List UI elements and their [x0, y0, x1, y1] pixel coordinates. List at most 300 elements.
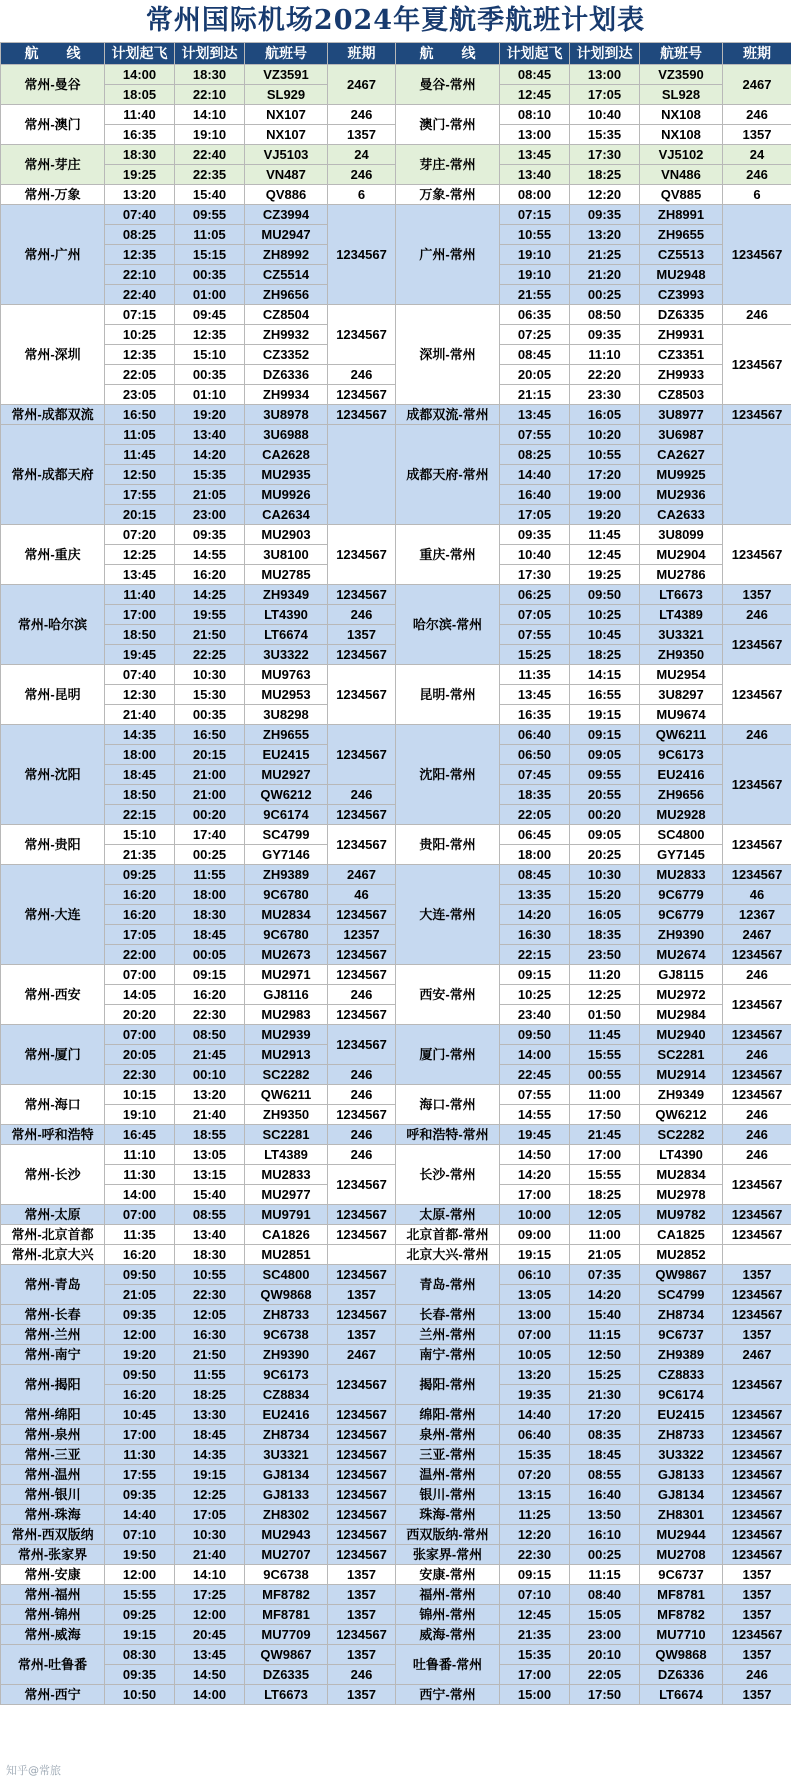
- flight-number: 3U8297: [640, 685, 723, 705]
- planned-departure-time: 08:10: [500, 105, 570, 125]
- planned-departure-time: 08:25: [500, 445, 570, 465]
- planned-departure-time: 14:00: [105, 65, 175, 85]
- planned-departure-time: 07:40: [105, 665, 175, 685]
- planned-departure-time: 09:35: [500, 525, 570, 545]
- route-name: 常州-长沙: [1, 1145, 105, 1205]
- planned-departure-time: 09:50: [500, 1025, 570, 1045]
- planned-departure-time: 06:35: [500, 305, 570, 325]
- planned-arrival-time: 00:35: [175, 705, 245, 725]
- planned-departure-time: 10:25: [500, 985, 570, 1005]
- flight-number: CA2628: [245, 445, 328, 465]
- flight-number: CZ8833: [640, 1365, 723, 1385]
- schedule-days: 2467: [328, 1345, 396, 1365]
- flight-number: NX108: [640, 105, 723, 125]
- schedule-days: 1234567: [328, 1525, 396, 1545]
- planned-arrival-time: 14:10: [175, 105, 245, 125]
- flight-number: 9C6779: [640, 905, 723, 925]
- planned-departure-time: 17:55: [105, 1465, 175, 1485]
- flight-number: MU2785: [245, 565, 328, 585]
- schedule-days: 246: [328, 985, 396, 1005]
- flight-number: 3U8100: [245, 545, 328, 565]
- planned-arrival-time: 17:20: [570, 465, 640, 485]
- flight-number: LT6673: [245, 1685, 328, 1705]
- route-name: 海口-常州: [396, 1085, 500, 1125]
- schedule-days: 246: [328, 1125, 396, 1145]
- flight-number: MU9782: [640, 1205, 723, 1225]
- planned-departure-time: 22:10: [105, 265, 175, 285]
- flight-number: GJ8133: [640, 1465, 723, 1485]
- planned-arrival-time: 15:20: [570, 885, 640, 905]
- planned-arrival-time: 23:50: [570, 945, 640, 965]
- planned-arrival-time: 00:10: [175, 1065, 245, 1085]
- planned-departure-time: 18:35: [500, 785, 570, 805]
- planned-arrival-time: 11:55: [175, 865, 245, 885]
- schedule-days: 1357: [328, 1585, 396, 1605]
- flight-number: MU2928: [640, 805, 723, 825]
- flight-number: VN487: [245, 165, 328, 185]
- planned-departure-time: 11:05: [105, 425, 175, 445]
- planned-arrival-time: 08:55: [175, 1205, 245, 1225]
- flight-number: MU2927: [245, 765, 328, 785]
- planned-arrival-time: 00:25: [570, 1545, 640, 1565]
- planned-departure-time: 18:45: [105, 765, 175, 785]
- planned-departure-time: 18:00: [105, 745, 175, 765]
- planned-arrival-time: 15:10: [175, 345, 245, 365]
- schedule-days: 1234567: [328, 1425, 396, 1445]
- route-name: 常州-福州: [1, 1585, 105, 1605]
- schedule-days: 246: [723, 1125, 791, 1145]
- flight-number: MU2708: [640, 1545, 723, 1565]
- flight-row: [1, 1025, 791, 1045]
- route-name: 曼谷-常州: [396, 65, 500, 105]
- flight-number: MU2983: [245, 1005, 328, 1025]
- planned-arrival-time: 16:30: [175, 1325, 245, 1345]
- planned-arrival-time: 13:15: [175, 1165, 245, 1185]
- schedule-days: 1357: [328, 1605, 396, 1625]
- route-name: 青岛-常州: [396, 1265, 500, 1305]
- planned-departure-time: 07:00: [500, 1325, 570, 1345]
- flight-number: SC4799: [245, 825, 328, 845]
- planned-departure-time: 17:00: [105, 1425, 175, 1445]
- route-name: 常州-长春: [1, 1305, 105, 1325]
- schedule-days: [723, 1245, 791, 1265]
- planned-arrival-time: 10:25: [570, 605, 640, 625]
- planned-departure-time: 19:20: [105, 1345, 175, 1365]
- planned-arrival-time: 14:50: [175, 1665, 245, 1685]
- planned-departure-time: 13:45: [500, 145, 570, 165]
- planned-departure-time: 10:45: [105, 1405, 175, 1425]
- header-departure-planned-departure: 计划起飞: [105, 43, 175, 65]
- flight-number: CZ8504: [245, 305, 328, 325]
- schedule-days: [723, 425, 791, 525]
- flight-number: CZ5514: [245, 265, 328, 285]
- flight-number: QV885: [640, 185, 723, 205]
- planned-arrival-time: 23:00: [570, 1625, 640, 1645]
- planned-arrival-time: 13:05: [175, 1145, 245, 1165]
- schedule-days: 1357: [723, 125, 791, 145]
- planned-arrival-time: 13:40: [175, 425, 245, 445]
- flight-number: GY7146: [245, 845, 328, 865]
- schedule-days: 1234567: [328, 1025, 396, 1065]
- planned-arrival-time: 19:55: [175, 605, 245, 625]
- planned-arrival-time: 11:55: [175, 1365, 245, 1385]
- flight-row: [1, 305, 791, 325]
- flight-number: MF8781: [640, 1585, 723, 1605]
- route-name: 太原-常州: [396, 1205, 500, 1225]
- flight-number: MF8781: [245, 1605, 328, 1625]
- planned-departure-time: 22:15: [105, 805, 175, 825]
- planned-arrival-time: 13:50: [570, 1505, 640, 1525]
- route-name: 厦门-常州: [396, 1025, 500, 1085]
- schedule-days: 1234567: [328, 805, 396, 825]
- flight-number: 3U6988: [245, 425, 328, 445]
- route-name: 长沙-常州: [396, 1145, 500, 1205]
- route-name: 西双版纳-常州: [396, 1525, 500, 1545]
- schedule-days: 1357: [723, 1685, 791, 1705]
- planned-arrival-time: 12:20: [570, 185, 640, 205]
- flight-number: EU2415: [245, 745, 328, 765]
- flight-number: 9C6780: [245, 925, 328, 945]
- route-name: 常州-西双版纳: [1, 1525, 105, 1545]
- flight-number: ZH9389: [640, 1345, 723, 1365]
- flight-number: MU2834: [640, 1165, 723, 1185]
- route-name: 常州-广州: [1, 205, 105, 305]
- schedule-days: 246: [328, 1665, 396, 1685]
- flight-number: 9C6737: [640, 1565, 723, 1585]
- route-name: 常州-沈阳: [1, 725, 105, 825]
- planned-departure-time: 19:25: [105, 165, 175, 185]
- route-name: 常州-重庆: [1, 525, 105, 585]
- schedule-days: 1234567: [328, 305, 396, 365]
- planned-arrival-time: 23:00: [175, 505, 245, 525]
- schedule-days: [328, 425, 396, 525]
- header-departure-route: 航 线: [1, 43, 105, 65]
- flight-number: ZH9931: [640, 325, 723, 345]
- schedule-days: 1234567: [328, 1305, 396, 1325]
- flight-number: ZH9390: [640, 925, 723, 945]
- flight-number: MU2940: [640, 1025, 723, 1045]
- planned-departure-time: 19:15: [105, 1625, 175, 1645]
- schedule-days: 1234567: [723, 625, 791, 665]
- planned-arrival-time: 14:10: [175, 1565, 245, 1585]
- schedule-days: 1234567: [328, 205, 396, 305]
- route-name: 长春-常州: [396, 1305, 500, 1325]
- flight-number: MU2954: [640, 665, 723, 685]
- planned-arrival-time: 18:45: [175, 925, 245, 945]
- planned-arrival-time: 11:15: [570, 1565, 640, 1585]
- schedule-days: 1357: [723, 585, 791, 605]
- flight-row: [1, 185, 791, 205]
- planned-arrival-time: 17:05: [175, 1505, 245, 1525]
- route-name: 兰州-常州: [396, 1325, 500, 1345]
- schedule-days: 1357: [723, 1585, 791, 1605]
- planned-arrival-time: 00:35: [175, 265, 245, 285]
- planned-arrival-time: 21:05: [175, 485, 245, 505]
- planned-arrival-time: 08:55: [570, 1465, 640, 1485]
- planned-departure-time: 06:40: [500, 1425, 570, 1445]
- planned-arrival-time: 18:45: [175, 1425, 245, 1445]
- schedule-days: 1234567: [328, 1005, 396, 1025]
- flight-number: 9C6779: [640, 885, 723, 905]
- planned-arrival-time: 21:30: [570, 1385, 640, 1405]
- flight-number: 9C6738: [245, 1565, 328, 1585]
- planned-arrival-time: 00:20: [570, 805, 640, 825]
- flight-number: ZH8733: [640, 1425, 723, 1445]
- route-name: 吐鲁番-常州: [396, 1645, 500, 1685]
- planned-arrival-time: 01:00: [175, 285, 245, 305]
- route-name: 常州-揭阳: [1, 1365, 105, 1405]
- route-name: 贵阳-常州: [396, 825, 500, 865]
- planned-departure-time: 18:00: [500, 845, 570, 865]
- planned-arrival-time: 10:30: [570, 865, 640, 885]
- route-name: 常州-厦门: [1, 1025, 105, 1085]
- planned-departure-time: 13:20: [500, 1365, 570, 1385]
- planned-arrival-time: 10:30: [175, 665, 245, 685]
- schedule-days: 1357: [328, 625, 396, 645]
- flight-row: [1, 1505, 791, 1525]
- planned-departure-time: 18:30: [105, 145, 175, 165]
- planned-arrival-time: 01:10: [175, 385, 245, 405]
- flight-row: [1, 525, 791, 545]
- route-name: 常州-大连: [1, 865, 105, 965]
- schedule-days: 1234567: [328, 385, 396, 405]
- planned-arrival-time: 10:40: [570, 105, 640, 125]
- route-name: 常州-澳门: [1, 105, 105, 145]
- planned-departure-time: 08:45: [500, 865, 570, 885]
- planned-departure-time: 12:45: [500, 85, 570, 105]
- schedule-days: 1234567: [328, 1265, 396, 1285]
- schedule-days: 1234567: [723, 665, 791, 725]
- header-return-planned-arrival: 计划到达: [570, 43, 640, 65]
- planned-arrival-time: 09:35: [175, 525, 245, 545]
- flight-number: LT4390: [640, 1145, 723, 1165]
- planned-arrival-time: 21:40: [175, 1545, 245, 1565]
- planned-arrival-time: 20:15: [175, 745, 245, 765]
- schedule-body: [1, 65, 791, 1705]
- planned-departure-time: 10:15: [105, 1085, 175, 1105]
- schedule-days: 1234567: [723, 1065, 791, 1085]
- planned-arrival-time: 16:10: [570, 1525, 640, 1545]
- planned-departure-time: 18:50: [105, 785, 175, 805]
- planned-departure-time: 14:20: [500, 1165, 570, 1185]
- planned-departure-time: 12:50: [105, 465, 175, 485]
- route-name: 常州-太原: [1, 1205, 105, 1225]
- flight-number: CZ5513: [640, 245, 723, 265]
- route-name: 常州-曼谷: [1, 65, 105, 105]
- schedule-days: 1234567: [723, 1405, 791, 1425]
- flight-number: MU9926: [245, 485, 328, 505]
- planned-arrival-time: 19:25: [570, 565, 640, 585]
- planned-departure-time: 14:20: [500, 905, 570, 925]
- route-name: 常州-温州: [1, 1465, 105, 1485]
- planned-departure-time: 23:40: [500, 1005, 570, 1025]
- flight-row: [1, 825, 791, 845]
- planned-arrival-time: 15:55: [570, 1045, 640, 1065]
- schedule-days: 246: [723, 605, 791, 625]
- flight-row: [1, 965, 791, 985]
- schedule-days: 246: [328, 785, 396, 805]
- planned-arrival-time: 13:30: [175, 1405, 245, 1425]
- flight-number: MU2978: [640, 1185, 723, 1205]
- planned-arrival-time: 11:20: [570, 965, 640, 985]
- flight-number: ZH9656: [245, 285, 328, 305]
- flight-number: MU2914: [640, 1065, 723, 1085]
- planned-arrival-time: 00:35: [175, 365, 245, 385]
- flight-row: [1, 1685, 791, 1705]
- flight-row: [1, 1205, 791, 1225]
- planned-arrival-time: 11:00: [570, 1085, 640, 1105]
- planned-departure-time: 09:35: [105, 1305, 175, 1325]
- schedule-days: 1357: [328, 1325, 396, 1345]
- flight-number: MU2936: [640, 485, 723, 505]
- flight-number: QW6211: [245, 1085, 328, 1105]
- schedule-days: 246: [723, 165, 791, 185]
- planned-departure-time: 10:05: [500, 1345, 570, 1365]
- planned-arrival-time: 18:30: [175, 1245, 245, 1265]
- planned-arrival-time: 20:55: [570, 785, 640, 805]
- planned-arrival-time: 08:50: [175, 1025, 245, 1045]
- flight-number: ZH9349: [245, 585, 328, 605]
- flight-number: LT6674: [245, 625, 328, 645]
- planned-departure-time: 10:55: [500, 225, 570, 245]
- flight-number: VN486: [640, 165, 723, 185]
- planned-arrival-time: 15:35: [570, 125, 640, 145]
- planned-departure-time: 13:00: [500, 125, 570, 145]
- planned-arrival-time: 08:40: [570, 1585, 640, 1605]
- planned-arrival-time: 21:45: [175, 1045, 245, 1065]
- route-name: 常州-张家界: [1, 1545, 105, 1565]
- flight-number: ZH9655: [640, 225, 723, 245]
- planned-departure-time: 17:05: [500, 505, 570, 525]
- schedule-days: 246: [328, 605, 396, 625]
- planned-departure-time: 07:20: [105, 525, 175, 545]
- flight-number: 3U3321: [245, 1445, 328, 1465]
- planned-arrival-time: 18:45: [570, 1445, 640, 1465]
- flight-number: MU2943: [245, 1525, 328, 1545]
- planned-departure-time: 16:40: [500, 485, 570, 505]
- planned-departure-time: 19:35: [500, 1385, 570, 1405]
- schedule-days: 1357: [328, 125, 396, 145]
- schedule-days: 1234567: [328, 825, 396, 865]
- flight-row: [1, 65, 791, 85]
- route-name: 沈阳-常州: [396, 725, 500, 825]
- header-departure-schedule-days: 班期: [328, 43, 396, 65]
- flight-number: MF8782: [640, 1605, 723, 1625]
- planned-arrival-time: 22:35: [175, 165, 245, 185]
- planned-departure-time: 06:45: [500, 825, 570, 845]
- schedule-days: 1234567: [723, 1225, 791, 1245]
- flight-row: [1, 1645, 791, 1665]
- flight-number: DZ6335: [640, 305, 723, 325]
- route-name: 北京首都-常州: [396, 1225, 500, 1245]
- route-name: 常州-呼和浩特: [1, 1125, 105, 1145]
- flight-number: 3U8978: [245, 405, 328, 425]
- planned-arrival-time: 14:20: [570, 1285, 640, 1305]
- flight-number: SC2282: [640, 1125, 723, 1145]
- flight-row: [1, 865, 791, 885]
- flight-number: MU2833: [640, 865, 723, 885]
- route-name: 常州-贵阳: [1, 825, 105, 865]
- flight-number: MU9763: [245, 665, 328, 685]
- flight-number: 9C6780: [245, 885, 328, 905]
- planned-departure-time: 15:35: [500, 1645, 570, 1665]
- flight-number: MU2947: [245, 225, 328, 245]
- flight-number: MU2904: [640, 545, 723, 565]
- flight-number: CA2627: [640, 445, 723, 465]
- flight-number: ZH8734: [245, 1425, 328, 1445]
- planned-arrival-time: 15:30: [175, 685, 245, 705]
- planned-arrival-time: 20:45: [175, 1625, 245, 1645]
- route-name: 常州-吐鲁番: [1, 1645, 105, 1685]
- schedule-days: 1234567: [723, 1545, 791, 1565]
- schedule-days: 1234567: [328, 965, 396, 985]
- planned-departure-time: 08:45: [500, 65, 570, 85]
- planned-departure-time: 07:05: [500, 605, 570, 625]
- header-return-schedule-days: 班期: [723, 43, 791, 65]
- route-name: 成都双流-常州: [396, 405, 500, 425]
- flight-number: QW9867: [245, 1645, 328, 1665]
- planned-arrival-time: 12:50: [570, 1345, 640, 1365]
- flight-number: MU2852: [640, 1245, 723, 1265]
- planned-arrival-time: 21:50: [175, 1345, 245, 1365]
- flight-number: MU2674: [640, 945, 723, 965]
- route-name: 常州-芽庄: [1, 145, 105, 185]
- planned-arrival-time: 18:30: [175, 905, 245, 925]
- planned-departure-time: 23:05: [105, 385, 175, 405]
- schedule-days: 1234567: [723, 405, 791, 425]
- flight-number: MU2707: [245, 1545, 328, 1565]
- planned-arrival-time: 08:50: [570, 305, 640, 325]
- flight-number: MU2953: [245, 685, 328, 705]
- flight-number: NX108: [640, 125, 723, 145]
- route-name: 西宁-常州: [396, 1685, 500, 1705]
- schedule-days: 1234567: [723, 865, 791, 885]
- route-name: 揭阳-常州: [396, 1365, 500, 1405]
- route-name: 福州-常州: [396, 1585, 500, 1605]
- schedule-days: 1234567: [328, 1165, 396, 1205]
- flight-number: EU2416: [640, 765, 723, 785]
- flight-number: MU2673: [245, 945, 328, 965]
- planned-arrival-time: 19:00: [570, 485, 640, 505]
- planned-arrival-time: 17:30: [570, 145, 640, 165]
- header-departure-planned-arrival: 计划到达: [175, 43, 245, 65]
- flight-number: SC2281: [640, 1045, 723, 1065]
- flight-row: [1, 1425, 791, 1445]
- flight-number: ZH8992: [245, 245, 328, 265]
- flight-number: GJ8116: [245, 985, 328, 1005]
- planned-arrival-time: 15:40: [570, 1305, 640, 1325]
- planned-arrival-time: 10:30: [175, 1525, 245, 1545]
- route-name: 常州-绵阳: [1, 1405, 105, 1425]
- planned-arrival-time: 09:55: [175, 205, 245, 225]
- planned-arrival-time: 18:30: [175, 65, 245, 85]
- planned-arrival-time: 09:05: [570, 825, 640, 845]
- planned-departure-time: 12:45: [500, 1605, 570, 1625]
- flight-number: SC4800: [245, 1265, 328, 1285]
- flight-row: [1, 1305, 791, 1325]
- planned-departure-time: 16:20: [105, 885, 175, 905]
- planned-departure-time: 12:25: [105, 545, 175, 565]
- planned-departure-time: 21:35: [500, 1625, 570, 1645]
- schedule-days: 1357: [723, 1565, 791, 1585]
- flight-number: LT4389: [640, 605, 723, 625]
- planned-arrival-time: 07:35: [570, 1265, 640, 1285]
- planned-arrival-time: 16:05: [570, 905, 640, 925]
- schedule-days: 1234567: [723, 1425, 791, 1445]
- flight-number: CA2633: [640, 505, 723, 525]
- schedule-days: 246: [328, 365, 396, 385]
- planned-departure-time: 11:30: [105, 1165, 175, 1185]
